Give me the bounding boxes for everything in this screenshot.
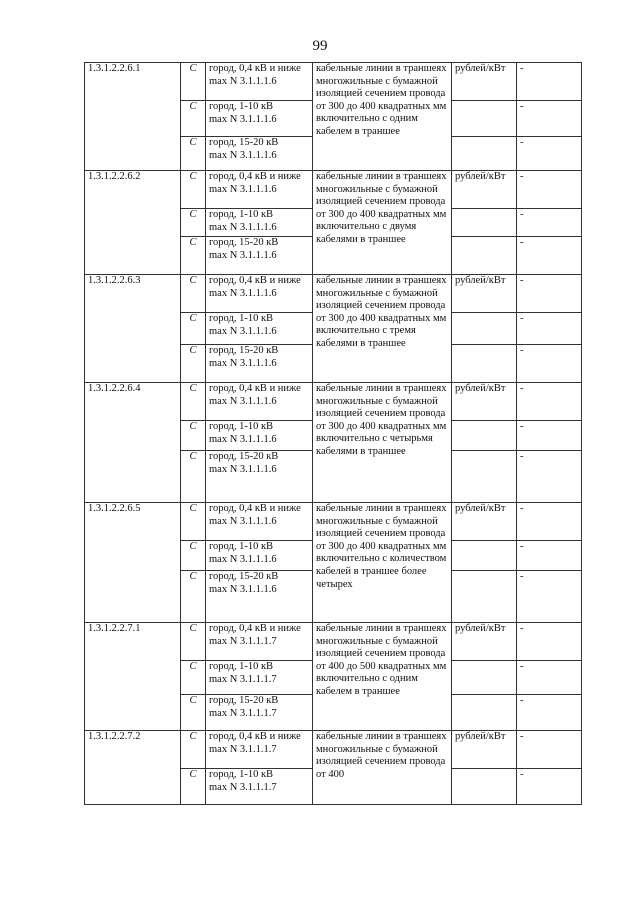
rate-value: -	[517, 623, 582, 661]
category-letter: C	[181, 731, 206, 769]
reference-formula: max N 3.1.1.1.6	[209, 75, 277, 87]
unit-of-measure-empty	[452, 769, 517, 805]
voltage-level: город, 0,4 кВ и ниже	[209, 623, 301, 634]
reference-formula: max N 3.1.1.1.7	[209, 673, 277, 685]
unit-of-measure: рублей/кВт	[452, 623, 517, 661]
line-description: кабельные линии в траншеях многожильные с бумажной изоляцией сечением провода от 300 до 400 квадратных мм включительно с двумя кабелями в траншее	[313, 171, 452, 275]
rate-value: -	[517, 313, 582, 345]
category-letter: C	[181, 237, 206, 275]
table-row	[85, 383, 582, 421]
category-letter: C	[181, 451, 206, 503]
voltage-cell	[206, 421, 313, 451]
voltage-level: город, 1-10 кВ	[209, 541, 274, 552]
voltage-cell	[206, 451, 313, 503]
voltage-level: город, 1-10 кВ	[209, 421, 274, 432]
voltage-cell	[206, 769, 313, 805]
voltage-level: город, 1-10 кВ	[209, 313, 274, 324]
voltage-cell	[206, 731, 313, 769]
rate-value: -	[517, 661, 582, 695]
reference-formula: max N 3.1.1.1.7	[209, 635, 277, 647]
rate-value: -	[517, 345, 582, 383]
item-code: 1.3.1.2.2.6.2	[85, 171, 181, 275]
voltage-level: город, 1-10 кВ	[209, 661, 274, 672]
voltage-level: город, 15-20 кВ	[209, 345, 279, 356]
reference-formula: max N 3.1.1.1.6	[209, 249, 277, 261]
unit-of-measure: рублей/кВт	[452, 63, 517, 101]
item-code: 1.3.1.2.2.6.5	[85, 503, 181, 623]
voltage-cell	[206, 623, 313, 661]
category-letter: C	[181, 137, 206, 171]
rate-value: -	[517, 503, 582, 541]
item-code: 1.3.1.2.2.6.4	[85, 383, 181, 503]
voltage-level: город, 15-20 кВ	[209, 451, 279, 462]
line-description: кабельные линии в траншеях многожильные с бумажной изоляцией сечением провода от 300 до 400 квадратных мм включительно с одним кабелем в траншее	[313, 63, 452, 171]
unit-of-measure-empty	[452, 661, 517, 695]
reference-formula: max N 3.1.1.1.6	[209, 287, 277, 299]
unit-of-measure: рублей/кВт	[452, 383, 517, 421]
voltage-cell	[206, 101, 313, 137]
reference-formula: max N 3.1.1.1.6	[209, 149, 277, 161]
unit-of-measure-empty	[452, 101, 517, 137]
voltage-level: город, 1-10 кВ	[209, 209, 274, 220]
voltage-level: город, 15-20 кВ	[209, 237, 279, 248]
rate-value: -	[517, 451, 582, 503]
table-row	[85, 63, 582, 101]
category-letter: C	[181, 313, 206, 345]
voltage-cell	[206, 661, 313, 695]
item-code: 1.3.1.2.2.6.3	[85, 275, 181, 383]
reference-formula: max N 3.1.1.1.7	[209, 707, 277, 719]
table-row	[85, 731, 582, 769]
voltage-cell	[206, 695, 313, 731]
unit-of-measure-empty	[452, 209, 517, 237]
reference-formula: max N 3.1.1.1.6	[209, 183, 277, 195]
category-letter: C	[181, 769, 206, 805]
rate-value: -	[517, 137, 582, 171]
rate-value: -	[517, 171, 582, 209]
voltage-cell	[206, 237, 313, 275]
table-row	[85, 623, 582, 661]
unit-of-measure-empty	[452, 237, 517, 275]
reference-formula: max N 3.1.1.1.6	[209, 463, 277, 475]
voltage-cell	[206, 137, 313, 171]
rate-value: -	[517, 209, 582, 237]
item-code: 1.3.1.2.2.6.1	[85, 63, 181, 171]
category-letter: C	[181, 623, 206, 661]
voltage-level: город, 0,4 кВ и ниже	[209, 503, 301, 514]
reference-formula: max N 3.1.1.1.7	[209, 781, 277, 793]
unit-of-measure-empty	[452, 313, 517, 345]
unit-of-measure-empty	[452, 421, 517, 451]
reference-formula: max N 3.1.1.1.6	[209, 395, 277, 407]
voltage-cell	[206, 571, 313, 623]
category-letter: C	[181, 171, 206, 209]
voltage-level: город, 0,4 кВ и ниже	[209, 275, 301, 286]
unit-of-measure-empty	[452, 571, 517, 623]
unit-of-measure: рублей/кВт	[452, 731, 517, 769]
unit-of-measure: рублей/кВт	[452, 171, 517, 209]
category-letter: C	[181, 503, 206, 541]
rate-value: -	[517, 383, 582, 421]
voltage-level: город, 0,4 кВ и ниже	[209, 171, 301, 182]
voltage-cell	[206, 503, 313, 541]
category-letter: C	[181, 421, 206, 451]
line-description: кабельные линии в траншеях многожильные с бумажной изоляцией сечением провода от 400 до 500 квадратных мм включительно с одним кабелем в траншее	[313, 623, 452, 731]
rate-value: -	[517, 695, 582, 731]
category-letter: C	[181, 541, 206, 571]
item-code: 1.3.1.2.2.7.1	[85, 623, 181, 731]
voltage-level: город, 1-10 кВ	[209, 101, 274, 112]
voltage-cell	[206, 275, 313, 313]
rate-value: -	[517, 571, 582, 623]
reference-formula: max N 3.1.1.1.6	[209, 221, 277, 233]
line-description: кабельные линии в траншеях многожильные с бумажной изоляцией сечением провода от 300 до 400 квадратных мм включительно с четырьмя кабелями в траншее	[313, 383, 452, 503]
voltage-level: город, 0,4 кВ и ниже	[209, 63, 301, 74]
unit-of-measure-empty	[452, 345, 517, 383]
unit-of-measure: рублей/кВт	[452, 275, 517, 313]
voltage-level: город, 15-20 кВ	[209, 137, 279, 148]
category-letter: C	[181, 63, 206, 101]
category-letter: C	[181, 275, 206, 313]
rate-value: -	[517, 63, 582, 101]
line-description: кабельные линии в траншеях многожильные с бумажной изоляцией сечением провода от 400	[313, 731, 452, 805]
category-letter: C	[181, 383, 206, 421]
line-description: кабельные линии в траншеях многожильные с бумажной изоляцией сечением провода от 300 до 400 квадратных мм включительно с тремя кабелями в траншее	[313, 275, 452, 383]
reference-formula: max N 3.1.1.1.6	[209, 583, 277, 595]
voltage-cell	[206, 171, 313, 209]
reference-formula: max N 3.1.1.1.6	[209, 325, 277, 337]
unit-of-measure-empty	[452, 695, 517, 731]
reference-formula: max N 3.1.1.1.6	[209, 553, 277, 565]
category-letter: C	[181, 345, 206, 383]
category-letter: C	[181, 661, 206, 695]
rate-value: -	[517, 421, 582, 451]
item-code: 1.3.1.2.2.7.2	[85, 731, 181, 805]
tariff-table-body	[85, 63, 582, 805]
reference-formula: max N 3.1.1.1.6	[209, 113, 277, 125]
unit-of-measure: рублей/кВт	[452, 503, 517, 541]
category-letter: C	[181, 209, 206, 237]
unit-of-measure-empty	[452, 137, 517, 171]
line-description: кабельные линии в траншеях многожильные с бумажной изоляцией сечением провода от 300 до 400 квадратных мм включительно с количеством кабелей в траншее более четырех	[313, 503, 452, 623]
reference-formula: max N 3.1.1.1.6	[209, 433, 277, 445]
rate-value: -	[517, 101, 582, 137]
rate-value: -	[517, 541, 582, 571]
voltage-cell	[206, 345, 313, 383]
voltage-cell	[206, 63, 313, 101]
voltage-level: город, 1-10 кВ	[209, 769, 274, 780]
rate-value: -	[517, 237, 582, 275]
voltage-level: город, 0,4 кВ и ниже	[209, 731, 301, 742]
voltage-cell	[206, 209, 313, 237]
rate-value: -	[517, 275, 582, 313]
rate-value: -	[517, 731, 582, 769]
voltage-level: город, 15-20 кВ	[209, 695, 279, 706]
rate-value: -	[517, 769, 582, 805]
unit-of-measure-empty	[452, 451, 517, 503]
category-letter: C	[181, 571, 206, 623]
voltage-level: город, 15-20 кВ	[209, 571, 279, 582]
tariff-table	[84, 62, 582, 805]
voltage-cell	[206, 383, 313, 421]
voltage-cell	[206, 313, 313, 345]
category-letter: C	[181, 101, 206, 137]
table-row	[85, 503, 582, 541]
table-row	[85, 275, 582, 313]
reference-formula: max N 3.1.1.1.6	[209, 357, 277, 369]
voltage-level: город, 0,4 кВ и ниже	[209, 383, 301, 394]
reference-formula: max N 3.1.1.1.7	[209, 743, 277, 755]
table-row	[85, 171, 582, 209]
page-number: 99	[312, 38, 328, 54]
reference-formula: max N 3.1.1.1.6	[209, 515, 277, 527]
unit-of-measure-empty	[452, 541, 517, 571]
category-letter: C	[181, 695, 206, 731]
voltage-cell	[206, 541, 313, 571]
